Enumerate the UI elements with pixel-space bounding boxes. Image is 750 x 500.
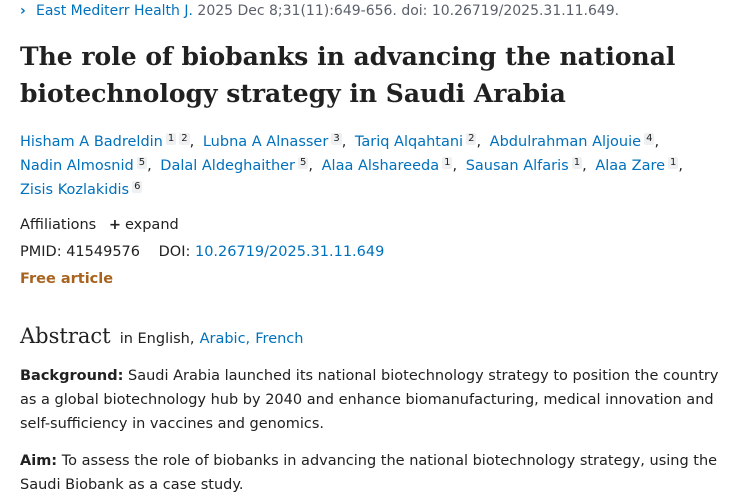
affiliation-ref[interactable]: 2 [468, 133, 475, 144]
author-item [322, 158, 453, 174]
affiliation-ref[interactable]: 5 [138, 157, 146, 168]
affiliation-ref[interactable]: 4 [646, 133, 653, 144]
author-item [20, 158, 147, 174]
author-link[interactable]: Alaa Alshareeda [321, 158, 440, 174]
doi-label: DOI: [158, 244, 191, 260]
author-item [595, 158, 678, 174]
journal-link[interactable]: East Mediterr Health J. [36, 3, 193, 19]
author-link[interactable]: Abdulrahman Aljouie [489, 134, 642, 150]
abstract-language-label: in English, [119, 331, 195, 347]
author-item [20, 134, 190, 150]
abstract-heading [20, 324, 303, 348]
section-text: To assess the role of biobanks in advancing the national biotechnology strategy, using the Saudi Biobank as a case study. [20, 453, 718, 493]
article-identifiers [20, 244, 384, 260]
expand-label: expand [124, 217, 179, 233]
author-item [466, 158, 582, 174]
author-link[interactable]: Zisis Kozlakidis [20, 182, 130, 198]
author-link[interactable]: Dalal Aldeghaither [160, 158, 296, 174]
author-item [490, 134, 655, 150]
affiliation-ref[interactable]: 1 [444, 157, 451, 168]
section-label: Aim: [20, 453, 58, 469]
author-item [355, 134, 477, 150]
section-text: Saudi Arabia launched its national biotechnology strategy to position the country as a global biotechnology hub by 2040 and enhance biomanufacturing, medical innovation and self-sufficiency in vaccines and genomics. [20, 368, 719, 432]
author-item [20, 182, 142, 198]
section-label: Background: [20, 368, 124, 384]
affiliations-toggle [20, 217, 179, 233]
plus-icon: + [108, 217, 121, 233]
author-item [160, 158, 308, 174]
expand-button[interactable] [109, 217, 179, 233]
abstract-aim [20, 449, 732, 497]
pmid: PMID: 41549576 [20, 244, 140, 260]
affiliation-ref[interactable]: 3 [333, 133, 340, 144]
abstract-title: Abstract [20, 324, 111, 348]
affiliation-ref[interactable]: 2 [181, 133, 188, 144]
language-link-arabic[interactable]: Arabic, [199, 331, 251, 347]
citation-details: 2025 Dec 8;31(11):649-656. doi: 10.26719/2025.31.11.649. [197, 3, 620, 19]
author-item [203, 134, 342, 150]
free-article-badge: Free article [20, 271, 114, 287]
affiliation-ref[interactable]: 1 [167, 133, 175, 144]
abstract-background [20, 364, 732, 436]
affiliation-ref[interactable]: 1 [573, 157, 581, 168]
article-title: The role of biobanks in advancing the national biotechnology strategy in Saudi Arabia [20, 42, 676, 108]
author-link[interactable]: Lubna A Alnasser [202, 134, 329, 150]
affiliation-ref[interactable]: 1 [670, 157, 677, 168]
author-link[interactable]: Sausan Alfaris [465, 158, 569, 174]
chevron-right-icon[interactable]: › [20, 3, 26, 19]
affiliations-label: Affiliations [20, 217, 97, 233]
author-link[interactable]: Nadin Almosnid [20, 158, 134, 174]
author-link[interactable]: Hisham A Badreldin [20, 134, 163, 150]
affiliation-ref[interactable]: 5 [300, 157, 307, 168]
author-list: Hisham A Badreldin 1 2 , Lubna A Alnasser 3 , Tariq Alqahtani 2 , Abdulrahman Aljouie 4 , Nadin Almosnid 5 , Dalal Aldeghaither 5 , Alaa Alshareeda 1 , Sausan Alfaris 1 , Alaa Zare 1 , Zisis Kozlakidis 6 [20, 133, 684, 198]
affiliation-ref[interactable]: 6 [134, 181, 141, 192]
language-link-french[interactable]: French [255, 331, 304, 347]
author-link[interactable]: Tariq Alqahtani [354, 134, 464, 150]
journal-citation [20, 3, 619, 19]
author-link[interactable]: Alaa Zare [595, 158, 666, 174]
doi-link[interactable]: 10.26719/2025.31.11.649 [194, 244, 385, 260]
